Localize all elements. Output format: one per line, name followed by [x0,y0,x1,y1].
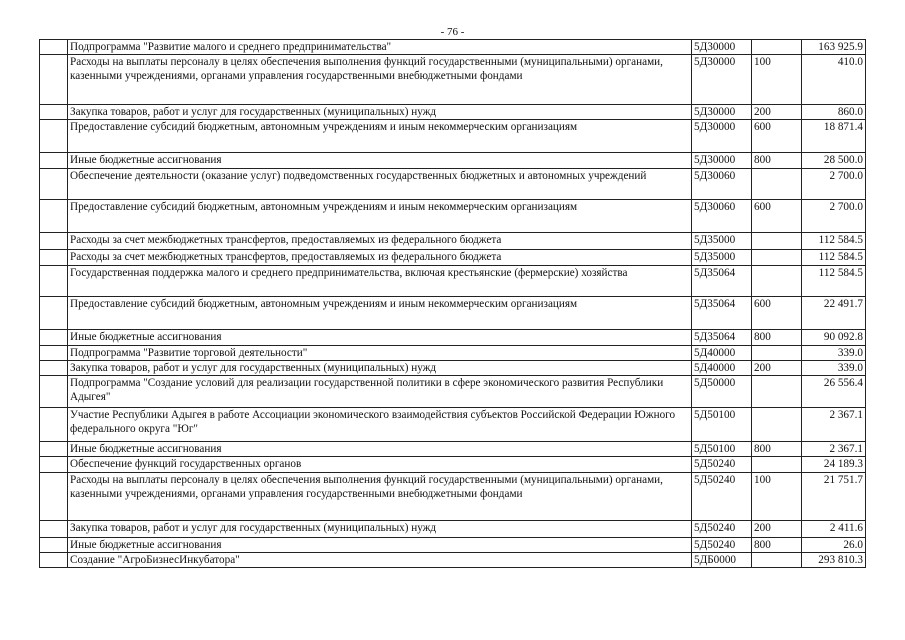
table-row [40,538,866,553]
table-row [40,361,866,376]
amount-cell: 112 584.5 [802,233,866,250]
target-code-cell: 5Д50100 [692,442,752,457]
table-row [40,40,866,55]
expense-name-cell: Расходы на выплаты персоналу в целях обеспечения выполнения функций государственными (муниципальными) органами, казенными учреждениями, органами управления государственными внебюджетными фондами [68,55,692,105]
table-row [40,553,866,568]
expense-type-cell [752,553,802,568]
expense-name-cell: Закупка товаров, работ и услуг для государственных (муниципальных) нужд [68,521,692,538]
amount-cell: 26.0 [802,538,866,553]
amount-cell: 293 810.3 [802,553,866,568]
target-code-cell: 5Д50240 [692,457,752,473]
expense-name-cell: Иные бюджетные ассигнования [68,330,692,346]
row-marker-cell [40,538,68,553]
row-marker-cell [40,120,68,153]
table-row [40,442,866,457]
expense-type-cell: 800 [752,330,802,346]
target-code-cell: 5ДБ0000 [692,553,752,568]
amount-cell: 163 925.9 [802,40,866,55]
target-code-cell: 5Д30000 [692,105,752,120]
amount-cell: 339.0 [802,361,866,376]
amount-cell: 112 584.5 [802,250,866,266]
expense-type-cell: 200 [752,105,802,120]
expense-type-cell [752,408,802,442]
expense-name-cell: Обеспечение функций государственных органов [68,457,692,473]
table-row [40,297,866,330]
table-row [40,200,866,233]
row-marker-cell [40,346,68,361]
target-code-cell: 5Д35000 [692,250,752,266]
row-marker-cell [40,200,68,233]
expense-type-cell: 800 [752,538,802,553]
target-code-cell: 5Д30000 [692,120,752,153]
amount-cell: 28 500.0 [802,153,866,169]
target-code-cell: 5Д50240 [692,521,752,538]
expense-name-cell: Расходы за счет межбюджетных трансфертов, предоставляемых из федерального бюджета [68,250,692,266]
amount-cell: 18 871.4 [802,120,866,153]
expense-type-cell: 600 [752,120,802,153]
amount-cell: 112 584.5 [802,266,866,297]
expense-name-cell: Закупка товаров, работ и услуг для государственных (муниципальных) нужд [68,105,692,120]
target-code-cell: 5Д35064 [692,266,752,297]
row-marker-cell [40,376,68,408]
row-marker-cell [40,442,68,457]
expense-name-cell: Расходы за счет межбюджетных трансфертов, предоставляемых из федерального бюджета [68,233,692,250]
amount-cell: 90 092.8 [802,330,866,346]
target-code-cell: 5Д30060 [692,200,752,233]
target-code-cell: 5Д30060 [692,169,752,200]
expense-name-cell: Закупка товаров, работ и услуг для государственных (муниципальных) нужд [68,361,692,376]
expense-type-cell: 600 [752,200,802,233]
expense-name-cell: Иные бюджетные ассигнования [68,538,692,553]
row-marker-cell [40,553,68,568]
expense-name-cell: Предоставление субсидий бюджетным, автономным учреждениям и иным некоммерческим организациям [68,297,692,330]
table-row [40,169,866,200]
target-code-cell: 5Д50000 [692,376,752,408]
amount-cell: 2 700.0 [802,200,866,233]
expense-type-cell [752,346,802,361]
table-row [40,105,866,120]
amount-cell: 2 367.1 [802,408,866,442]
expense-type-cell [752,376,802,408]
row-marker-cell [40,55,68,105]
expense-name-cell: Расходы на выплаты персоналу в целях обеспечения выполнения функций государственными (муниципальными) органами, казенными учреждениями, органами управления государственными внебюджетными фондами [68,473,692,521]
table-row [40,233,866,250]
amount-cell: 26 556.4 [802,376,866,408]
amount-cell: 2 700.0 [802,169,866,200]
expense-name-cell: Подпрограмма "Развитие торговой деятельности" [68,346,692,361]
amount-cell: 22 491.7 [802,297,866,330]
row-marker-cell [40,266,68,297]
amount-cell: 410.0 [802,55,866,105]
expense-type-cell: 600 [752,297,802,330]
table-row [40,457,866,473]
amount-cell: 2 411.6 [802,521,866,538]
row-marker-cell [40,153,68,169]
table-row [40,346,866,361]
row-marker-cell [40,361,68,376]
target-code-cell: 5Д40000 [692,346,752,361]
row-marker-cell [40,169,68,200]
table-row [40,55,866,105]
target-code-cell: 5Д30000 [692,55,752,105]
table-row [40,473,866,521]
expense-type-cell: 200 [752,361,802,376]
expense-type-cell: 800 [752,442,802,457]
table-row [40,330,866,346]
table-row [40,408,866,442]
target-code-cell: 5Д50240 [692,538,752,553]
target-code-cell: 5Д35064 [692,297,752,330]
expense-name-cell: Предоставление субсидий бюджетным, автономным учреждениям и иным некоммерческим организациям [68,120,692,153]
page-number: - 76 - [440,26,465,38]
expense-type-cell [752,40,802,55]
target-code-cell: 5Д50240 [692,473,752,521]
expense-type-cell [752,169,802,200]
table-row [40,376,866,408]
target-code-cell: 5Д30000 [692,40,752,55]
target-code-cell: 5Д35000 [692,233,752,250]
amount-cell: 2 367.1 [802,442,866,457]
table-row [40,266,866,297]
budget-table-body [40,40,866,568]
target-code-cell: 5Д35064 [692,330,752,346]
table-row [40,153,866,169]
expense-type-cell [752,457,802,473]
amount-cell: 21 751.7 [802,473,866,521]
row-marker-cell [40,105,68,120]
table-row [40,521,866,538]
expense-name-cell: Иные бюджетные ассигнования [68,153,692,169]
row-marker-cell [40,521,68,538]
expense-type-cell: 200 [752,521,802,538]
target-code-cell: 5Д30000 [692,153,752,169]
expense-type-cell: 800 [752,153,802,169]
row-marker-cell [40,233,68,250]
expense-type-cell: 100 [752,473,802,521]
table-row [40,250,866,266]
amount-cell: 860.0 [802,105,866,120]
row-marker-cell [40,457,68,473]
expense-name-cell: Создание "АгроБизнесИнкубатора" [68,553,692,568]
table-row [40,120,866,153]
expense-name-cell: Иные бюджетные ассигнования [68,442,692,457]
budget-table [39,39,866,568]
expense-name-cell: Подпрограмма "Создание условий для реализации государственной политики в сфере экономического развития Республики Адыгея" [68,376,692,408]
expense-type-cell [752,233,802,250]
target-code-cell: 5Д50100 [692,408,752,442]
expense-name-cell: Государственная поддержка малого и среднего предпринимательства, включая крестьянские (фермерские) хозяйства [68,266,692,297]
expense-name-cell: Подпрограмма "Развитие малого и среднего предпринимательства" [68,40,692,55]
row-marker-cell [40,330,68,346]
expense-type-cell: 100 [752,55,802,105]
expense-name-cell: Участие Республики Адыгея в работе Ассоциации экономического взаимодействия субъектов Российской Федерации Южного федерального округа "Юг" [68,408,692,442]
amount-cell: 24 189.3 [802,457,866,473]
row-marker-cell [40,473,68,521]
row-marker-cell [40,40,68,55]
amount-cell: 339.0 [802,346,866,361]
expense-type-cell [752,250,802,266]
expense-name-cell: Предоставление субсидий бюджетным, автономным учреждениям и иным некоммерческим организациям [68,200,692,233]
row-marker-cell [40,250,68,266]
row-marker-cell [40,297,68,330]
row-marker-cell [40,408,68,442]
expense-name-cell: Обеспечение деятельности (оказание услуг) подведомственных государственных бюджетных и автономных учреждений [68,169,692,200]
target-code-cell: 5Д40000 [692,361,752,376]
expense-type-cell [752,266,802,297]
